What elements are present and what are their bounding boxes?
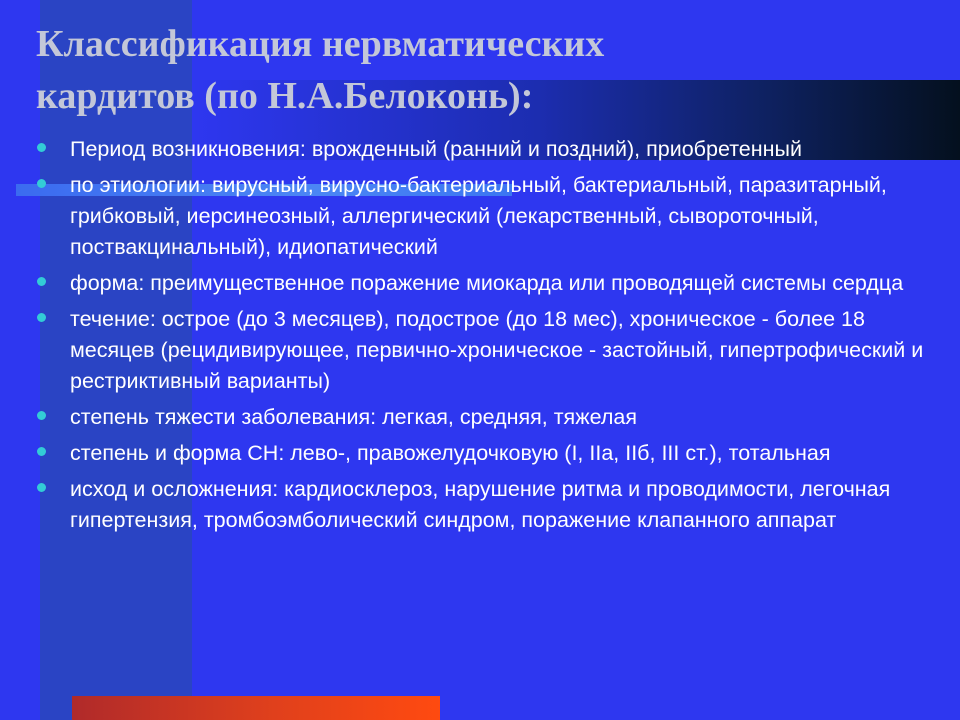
bullet-dot-icon xyxy=(37,483,46,492)
bullet-dot-icon xyxy=(37,411,46,420)
bottom-accent-bar xyxy=(72,696,440,720)
bullet-dot-icon xyxy=(37,179,46,188)
bullet-item xyxy=(36,134,948,165)
bullet-item xyxy=(36,170,948,263)
bullet-dot-icon xyxy=(37,447,46,456)
bullet-text: течение: острое (до 3 месяцев), подострое (до 18 мес), хроническое - более 18 месяцев (рецидивирующее, первично-хроническое - застойный, гипертрофический и рестриктивный варианты) xyxy=(70,307,924,393)
title-line-1: Классификация нервматических xyxy=(36,23,605,65)
title-line-2: кардитов (по Н.А.Белоконь): xyxy=(36,75,534,117)
bullet-text: степень и форма СН: лево-, правожелудочковую (I, IIа, IIб, III ст.), тотальная xyxy=(70,441,831,465)
bullet-item xyxy=(36,402,948,433)
bullet-item xyxy=(36,304,948,397)
bullet-item xyxy=(36,268,948,299)
bullet-text: Период возникновения: врожденный (ранний и поздний), приобретенный xyxy=(70,137,802,161)
bullet-text: исход и осложнения: кардиосклероз, нарушение ритма и проводимости, легочная гипертензия, тромбоэмболический синдром, поражение клапанного аппарат xyxy=(70,477,891,532)
bullet-dot-icon xyxy=(37,143,46,152)
slide-title xyxy=(36,18,936,122)
bullet-text: форма: преимущественное поражение миокарда или проводящей системы сердца xyxy=(70,271,904,295)
bullet-item xyxy=(36,474,948,536)
bullet-dot-icon xyxy=(37,277,46,286)
bullet-dot-icon xyxy=(37,313,46,322)
bullet-text: по этиологии: вирусный, вирусно-бактериальный, бактериальный, паразитарный, грибковый, иерсинеозный, аллергический (лекарственный, сывороточный, поствакцинальный), идиопатический xyxy=(70,173,887,259)
bullet-list xyxy=(36,134,948,541)
bullet-item xyxy=(36,438,948,469)
bullet-text: степень тяжести заболевания: легкая, средняя, тяжелая xyxy=(70,405,637,429)
